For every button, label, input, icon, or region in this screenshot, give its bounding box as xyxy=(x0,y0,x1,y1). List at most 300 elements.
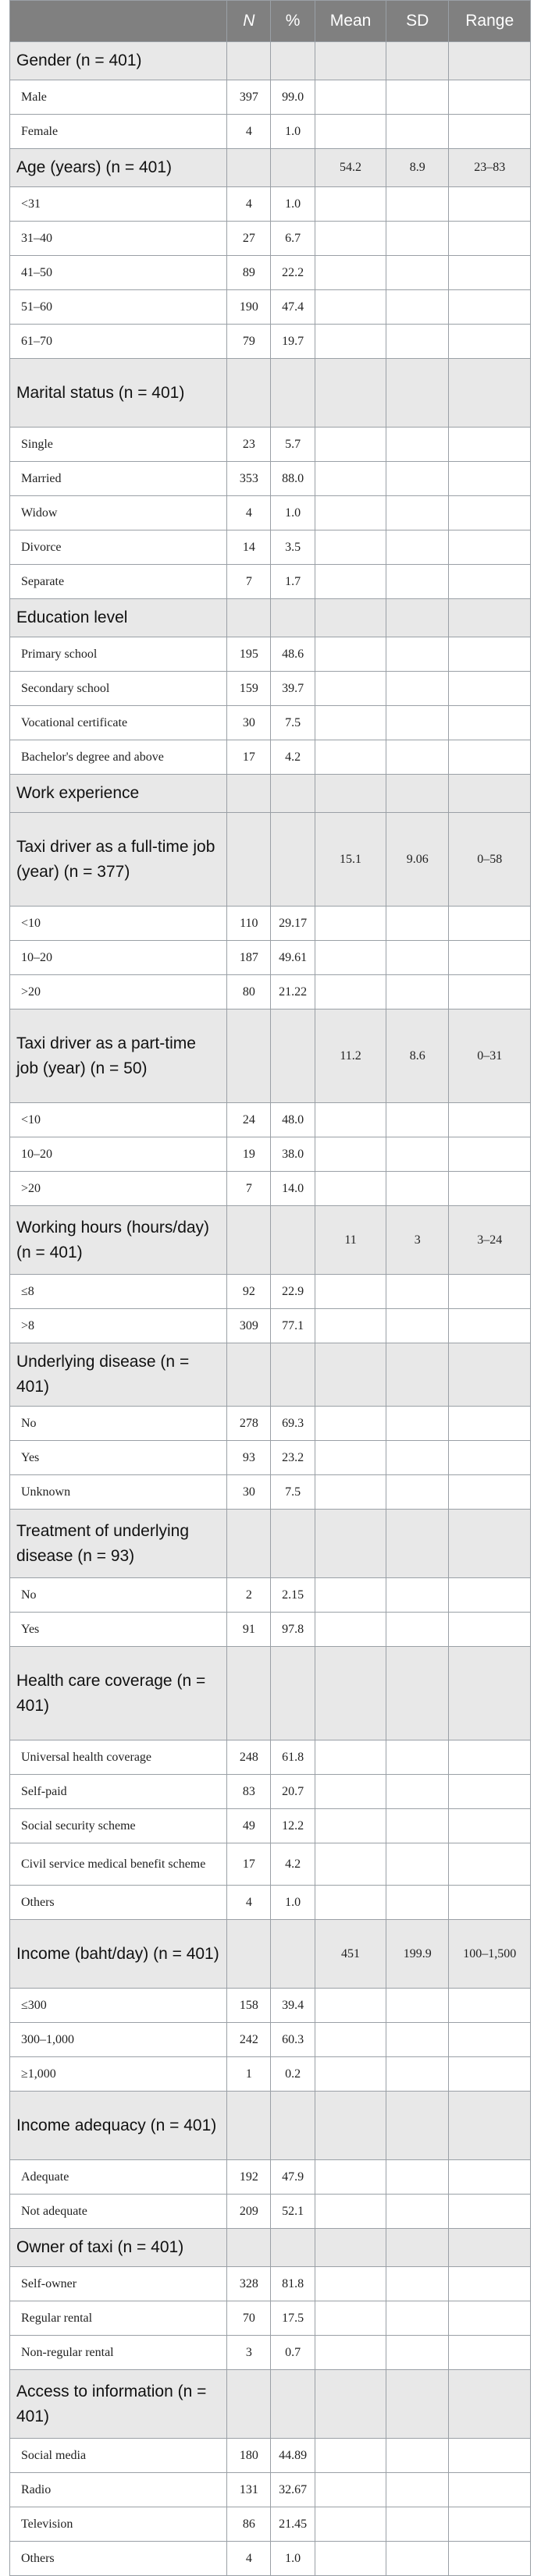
cell-label: Television xyxy=(10,2507,227,2542)
cell-label: 10–20 xyxy=(10,941,227,975)
cell-sd xyxy=(386,222,449,256)
cell-n: 242 xyxy=(227,2023,271,2057)
cell-range xyxy=(449,706,531,740)
cell-n: 7 xyxy=(227,565,271,599)
cell-mean xyxy=(315,2267,386,2301)
cell-range xyxy=(449,1407,531,1441)
cell-n: 397 xyxy=(227,80,271,115)
cell-label: Taxi driver as a part-time job (year) (n = 50) xyxy=(10,1009,227,1103)
cell-percent: 32.67 xyxy=(271,2473,315,2507)
cell-label: Radio xyxy=(10,2473,227,2507)
cell-percent: 60.3 xyxy=(271,2023,315,2057)
cell-range: 100–1,500 xyxy=(449,1920,531,1989)
cell-sd xyxy=(386,2370,449,2439)
cell-percent xyxy=(271,2229,315,2267)
cell-n: 70 xyxy=(227,2301,271,2336)
cell-mean xyxy=(315,2229,386,2267)
cell-range xyxy=(449,565,531,599)
cell-n: 89 xyxy=(227,256,271,290)
cell-mean xyxy=(315,2542,386,2576)
table-row xyxy=(10,1441,531,1475)
section-row xyxy=(10,599,531,637)
cell-sd xyxy=(386,496,449,530)
cell-label: >20 xyxy=(10,1172,227,1206)
header-n: N xyxy=(227,1,271,42)
cell-range xyxy=(449,1775,531,1809)
cell-mean xyxy=(315,941,386,975)
cell-mean xyxy=(315,1647,386,1740)
cell-sd xyxy=(386,359,449,428)
table-row xyxy=(10,2542,531,2576)
cell-range xyxy=(449,1740,531,1775)
cell-sd xyxy=(386,80,449,115)
cell-percent xyxy=(271,813,315,907)
cell-sd xyxy=(386,1578,449,1613)
table-row xyxy=(10,290,531,325)
cell-n: 248 xyxy=(227,1740,271,1775)
cell-range xyxy=(449,1613,531,1647)
cell-sd xyxy=(386,2092,449,2160)
cell-percent: 4.2 xyxy=(271,1843,315,1886)
cell-mean xyxy=(315,115,386,149)
cell-label: Yes xyxy=(10,1613,227,1647)
cell-mean xyxy=(315,2336,386,2370)
cell-percent: 52.1 xyxy=(271,2195,315,2229)
cell-mean: 15.1 xyxy=(315,813,386,907)
cell-percent xyxy=(271,775,315,813)
cell-mean: 451 xyxy=(315,1920,386,1989)
cell-n: 278 xyxy=(227,1407,271,1441)
cell-sd xyxy=(386,2057,449,2092)
cell-sd xyxy=(386,115,449,149)
cell-sd xyxy=(386,290,449,325)
cell-mean xyxy=(315,1613,386,1647)
cell-percent: 7.5 xyxy=(271,706,315,740)
cell-sd xyxy=(386,1103,449,1137)
table-row xyxy=(10,941,531,975)
section-row xyxy=(10,2229,531,2267)
table-row xyxy=(10,325,531,359)
cell-percent: 1.0 xyxy=(271,2542,315,2576)
cell-label: Civil service medical benefit scheme xyxy=(10,1843,227,1886)
cell-n xyxy=(227,2370,271,2439)
cell-label: Others xyxy=(10,2542,227,2576)
table-row xyxy=(10,1275,531,1309)
cell-n: 92 xyxy=(227,1275,271,1309)
cell-percent: 0.2 xyxy=(271,2057,315,2092)
cell-n xyxy=(227,813,271,907)
cell-percent: 5.7 xyxy=(271,428,315,462)
table-row xyxy=(10,187,531,222)
cell-n: 23 xyxy=(227,428,271,462)
cell-sd xyxy=(386,706,449,740)
cell-percent: 81.8 xyxy=(271,2267,315,2301)
cell-n xyxy=(227,149,271,187)
cell-mean xyxy=(315,775,386,813)
cell-percent: 22.9 xyxy=(271,1275,315,1309)
cell-percent xyxy=(271,149,315,187)
cell-n: 7 xyxy=(227,1172,271,1206)
cell-mean xyxy=(315,462,386,496)
cell-range xyxy=(449,1275,531,1309)
cell-n: 30 xyxy=(227,706,271,740)
cell-n: 309 xyxy=(227,1309,271,1343)
cell-label: Taxi driver as a full-time job (year) (n = 377) xyxy=(10,813,227,907)
cell-percent: 0.7 xyxy=(271,2336,315,2370)
cell-sd xyxy=(386,565,449,599)
cell-range xyxy=(449,599,531,637)
cell-mean xyxy=(315,706,386,740)
cell-range xyxy=(449,1172,531,1206)
cell-n: 79 xyxy=(227,325,271,359)
cell-percent: 7.5 xyxy=(271,1475,315,1510)
cell-label: Vocational certificate xyxy=(10,706,227,740)
cell-percent: 1.0 xyxy=(271,115,315,149)
cell-n xyxy=(227,359,271,428)
section-row xyxy=(10,1343,531,1407)
cell-percent: 20.7 xyxy=(271,1775,315,1809)
cell-mean xyxy=(315,1809,386,1843)
cell-percent xyxy=(271,599,315,637)
cell-mean xyxy=(315,1989,386,2023)
cell-range xyxy=(449,740,531,775)
cell-range xyxy=(449,359,531,428)
cell-n: 4 xyxy=(227,115,271,149)
cell-sd xyxy=(386,2160,449,2195)
cell-sd xyxy=(386,1843,449,1886)
cell-percent xyxy=(271,359,315,428)
cell-n: 190 xyxy=(227,290,271,325)
cell-label: 61–70 xyxy=(10,325,227,359)
cell-mean xyxy=(315,1441,386,1475)
cell-range xyxy=(449,42,531,80)
cell-label: Access to information (n = 401) xyxy=(10,2370,227,2439)
cell-mean xyxy=(315,599,386,637)
cell-range xyxy=(449,1475,531,1510)
cell-mean xyxy=(315,187,386,222)
cell-sd xyxy=(386,2439,449,2473)
cell-percent xyxy=(271,1510,315,1578)
cell-percent: 17.5 xyxy=(271,2301,315,2336)
cell-range xyxy=(449,1886,531,1920)
cell-sd xyxy=(386,1886,449,1920)
cell-label: Non-regular rental xyxy=(10,2336,227,2370)
cell-mean xyxy=(315,1843,386,1886)
cell-range xyxy=(449,1441,531,1475)
cell-label: Regular rental xyxy=(10,2301,227,2336)
cell-percent xyxy=(271,1647,315,1740)
cell-range xyxy=(449,1343,531,1407)
table-row xyxy=(10,1613,531,1647)
cell-sd xyxy=(386,428,449,462)
cell-sd xyxy=(386,1172,449,1206)
cell-label: Treatment of underlying disease (n = 93) xyxy=(10,1510,227,1578)
cell-mean: 54.2 xyxy=(315,149,386,187)
cell-mean xyxy=(315,1740,386,1775)
cell-n: 4 xyxy=(227,496,271,530)
cell-mean xyxy=(315,2092,386,2160)
cell-mean xyxy=(315,325,386,359)
cell-range xyxy=(449,80,531,115)
cell-range xyxy=(449,1578,531,1613)
table-row xyxy=(10,1137,531,1172)
demographics-table xyxy=(9,0,531,2576)
cell-label: Female xyxy=(10,115,227,149)
cell-mean: 11.2 xyxy=(315,1009,386,1103)
cell-range xyxy=(449,1843,531,1886)
cell-n: 158 xyxy=(227,1989,271,2023)
cell-label: Social media xyxy=(10,2439,227,2473)
cell-sd xyxy=(386,740,449,775)
cell-percent: 19.7 xyxy=(271,325,315,359)
cell-n: 30 xyxy=(227,1475,271,1510)
section-row xyxy=(10,1206,531,1275)
cell-mean xyxy=(315,359,386,428)
cell-mean xyxy=(315,1407,386,1441)
cell-range xyxy=(449,637,531,672)
cell-label: 41–50 xyxy=(10,256,227,290)
cell-mean xyxy=(315,1275,386,1309)
section-row xyxy=(10,149,531,187)
cell-sd xyxy=(386,256,449,290)
cell-percent xyxy=(271,42,315,80)
cell-label: Gender (n = 401) xyxy=(10,42,227,80)
cell-percent: 4.2 xyxy=(271,740,315,775)
cell-sd xyxy=(386,1441,449,1475)
cell-range xyxy=(449,462,531,496)
cell-label: Single xyxy=(10,428,227,462)
cell-sd: 3 xyxy=(386,1206,449,1275)
cell-sd xyxy=(386,462,449,496)
cell-sd xyxy=(386,2301,449,2336)
cell-sd xyxy=(386,2195,449,2229)
cell-percent: 12.2 xyxy=(271,1809,315,1843)
cell-range xyxy=(449,2195,531,2229)
cell-mean xyxy=(315,1103,386,1137)
cell-label: Income (baht/day) (n = 401) xyxy=(10,1920,227,1989)
cell-range xyxy=(449,2229,531,2267)
cell-range xyxy=(449,2542,531,2576)
cell-n: 91 xyxy=(227,1613,271,1647)
cell-percent: 39.7 xyxy=(271,672,315,706)
table-row xyxy=(10,222,531,256)
cell-percent: 3.5 xyxy=(271,530,315,565)
cell-n: 328 xyxy=(227,2267,271,2301)
cell-n: 110 xyxy=(227,907,271,941)
cell-n: 93 xyxy=(227,1441,271,1475)
cell-n: 49 xyxy=(227,1809,271,1843)
cell-percent: 29.17 xyxy=(271,907,315,941)
cell-percent: 44.89 xyxy=(271,2439,315,2473)
cell-label: Not adequate xyxy=(10,2195,227,2229)
cell-label: Divorce xyxy=(10,530,227,565)
table-row xyxy=(10,1475,531,1510)
cell-range: 23–83 xyxy=(449,149,531,187)
cell-n: 4 xyxy=(227,187,271,222)
cell-n xyxy=(227,1009,271,1103)
cell-n: 192 xyxy=(227,2160,271,2195)
section-row xyxy=(10,1920,531,1989)
cell-sd xyxy=(386,2023,449,2057)
cell-sd xyxy=(386,2542,449,2576)
cell-percent xyxy=(271,1206,315,1275)
cell-label: Marital status (n = 401) xyxy=(10,359,227,428)
table-row xyxy=(10,1809,531,1843)
cell-label: Primary school xyxy=(10,637,227,672)
cell-range xyxy=(449,2057,531,2092)
cell-range xyxy=(449,1647,531,1740)
cell-n: 187 xyxy=(227,941,271,975)
cell-percent: 38.0 xyxy=(271,1137,315,1172)
cell-range xyxy=(449,2267,531,2301)
cell-mean xyxy=(315,2195,386,2229)
cell-label: Health care coverage (n = 401) xyxy=(10,1647,227,1740)
cell-sd xyxy=(386,2229,449,2267)
section-row xyxy=(10,42,531,80)
cell-sd xyxy=(386,1613,449,1647)
cell-mean xyxy=(315,637,386,672)
cell-sd xyxy=(386,1475,449,1510)
cell-mean xyxy=(315,740,386,775)
cell-label: Work experience xyxy=(10,775,227,813)
cell-n xyxy=(227,1510,271,1578)
cell-percent: 1.0 xyxy=(271,187,315,222)
cell-range xyxy=(449,2370,531,2439)
cell-n xyxy=(227,775,271,813)
cell-range xyxy=(449,1137,531,1172)
cell-mean xyxy=(315,1172,386,1206)
cell-range xyxy=(449,290,531,325)
table-row xyxy=(10,256,531,290)
cell-percent: 39.4 xyxy=(271,1989,315,2023)
cell-label: 31–40 xyxy=(10,222,227,256)
cell-percent: 77.1 xyxy=(271,1309,315,1343)
cell-mean xyxy=(315,1137,386,1172)
cell-range xyxy=(449,1809,531,1843)
cell-n: 17 xyxy=(227,740,271,775)
table-row xyxy=(10,1309,531,1343)
cell-n xyxy=(227,42,271,80)
cell-range xyxy=(449,530,531,565)
cell-sd xyxy=(386,1809,449,1843)
cell-mean xyxy=(315,1886,386,1920)
section-row xyxy=(10,1510,531,1578)
cell-n: 180 xyxy=(227,2439,271,2473)
cell-sd: 8.6 xyxy=(386,1009,449,1103)
cell-n: 353 xyxy=(227,462,271,496)
table-row xyxy=(10,1172,531,1206)
cell-percent: 49.61 xyxy=(271,941,315,975)
cell-mean xyxy=(315,496,386,530)
cell-range xyxy=(449,2473,531,2507)
cell-n: 14 xyxy=(227,530,271,565)
cell-percent: 97.8 xyxy=(271,1613,315,1647)
cell-sd xyxy=(386,637,449,672)
cell-percent: 88.0 xyxy=(271,462,315,496)
cell-range xyxy=(449,2507,531,2542)
cell-mean xyxy=(315,2473,386,2507)
cell-n xyxy=(227,1647,271,1740)
cell-sd: 9.06 xyxy=(386,813,449,907)
cell-label: Self-owner xyxy=(10,2267,227,2301)
cell-range: 3–24 xyxy=(449,1206,531,1275)
cell-sd xyxy=(386,1407,449,1441)
header-mean: Mean xyxy=(315,1,386,42)
table-row xyxy=(10,1989,531,2023)
cell-range xyxy=(449,775,531,813)
header-sd: SD xyxy=(386,1,449,42)
cell-percent: 1.7 xyxy=(271,565,315,599)
cell-label: 10–20 xyxy=(10,1137,227,1172)
cell-label: Widow xyxy=(10,496,227,530)
cell-n: 195 xyxy=(227,637,271,672)
cell-label: Bachelor's degree and above xyxy=(10,740,227,775)
cell-n: 17 xyxy=(227,1843,271,1886)
cell-sd xyxy=(386,2473,449,2507)
cell-mean xyxy=(315,907,386,941)
cell-n: 3 xyxy=(227,2336,271,2370)
cell-label: <10 xyxy=(10,907,227,941)
cell-percent xyxy=(271,1920,315,1989)
cell-label: ≤8 xyxy=(10,1275,227,1309)
cell-percent: 14.0 xyxy=(271,1172,315,1206)
table-row xyxy=(10,2267,531,2301)
cell-percent: 22.2 xyxy=(271,256,315,290)
cell-sd xyxy=(386,1309,449,1343)
cell-mean xyxy=(315,1510,386,1578)
cell-label: Income adequacy (n = 401) xyxy=(10,2092,227,2160)
cell-range xyxy=(449,2092,531,2160)
cell-n: 80 xyxy=(227,975,271,1009)
cell-mean xyxy=(315,222,386,256)
cell-mean xyxy=(315,1309,386,1343)
cell-range xyxy=(449,2439,531,2473)
cell-label: Social security scheme xyxy=(10,1809,227,1843)
cell-sd xyxy=(386,42,449,80)
cell-label: ≤300 xyxy=(10,1989,227,2023)
cell-n: 131 xyxy=(227,2473,271,2507)
cell-sd xyxy=(386,775,449,813)
cell-mean xyxy=(315,1475,386,1510)
table-row xyxy=(10,462,531,496)
table-row xyxy=(10,2301,531,2336)
cell-n: 159 xyxy=(227,672,271,706)
cell-label: No xyxy=(10,1407,227,1441)
table-row xyxy=(10,1740,531,1775)
cell-mean xyxy=(315,2507,386,2542)
cell-label: Yes xyxy=(10,1441,227,1475)
section-row xyxy=(10,1009,531,1103)
cell-percent: 2.15 xyxy=(271,1578,315,1613)
table-row xyxy=(10,2160,531,2195)
cell-percent: 61.8 xyxy=(271,1740,315,1775)
cell-label: Secondary school xyxy=(10,672,227,706)
table-row xyxy=(10,115,531,149)
cell-range xyxy=(449,1510,531,1578)
cell-percent: 69.3 xyxy=(271,1407,315,1441)
cell-label: <31 xyxy=(10,187,227,222)
cell-label: Age (years) (n = 401) xyxy=(10,149,227,187)
cell-n: 2 xyxy=(227,1578,271,1613)
cell-percent: 1.0 xyxy=(271,1886,315,1920)
cell-mean xyxy=(315,428,386,462)
table-row xyxy=(10,975,531,1009)
table-row xyxy=(10,1775,531,1809)
cell-mean xyxy=(315,2439,386,2473)
table-row xyxy=(10,80,531,115)
cell-range xyxy=(449,907,531,941)
cell-n xyxy=(227,1206,271,1275)
